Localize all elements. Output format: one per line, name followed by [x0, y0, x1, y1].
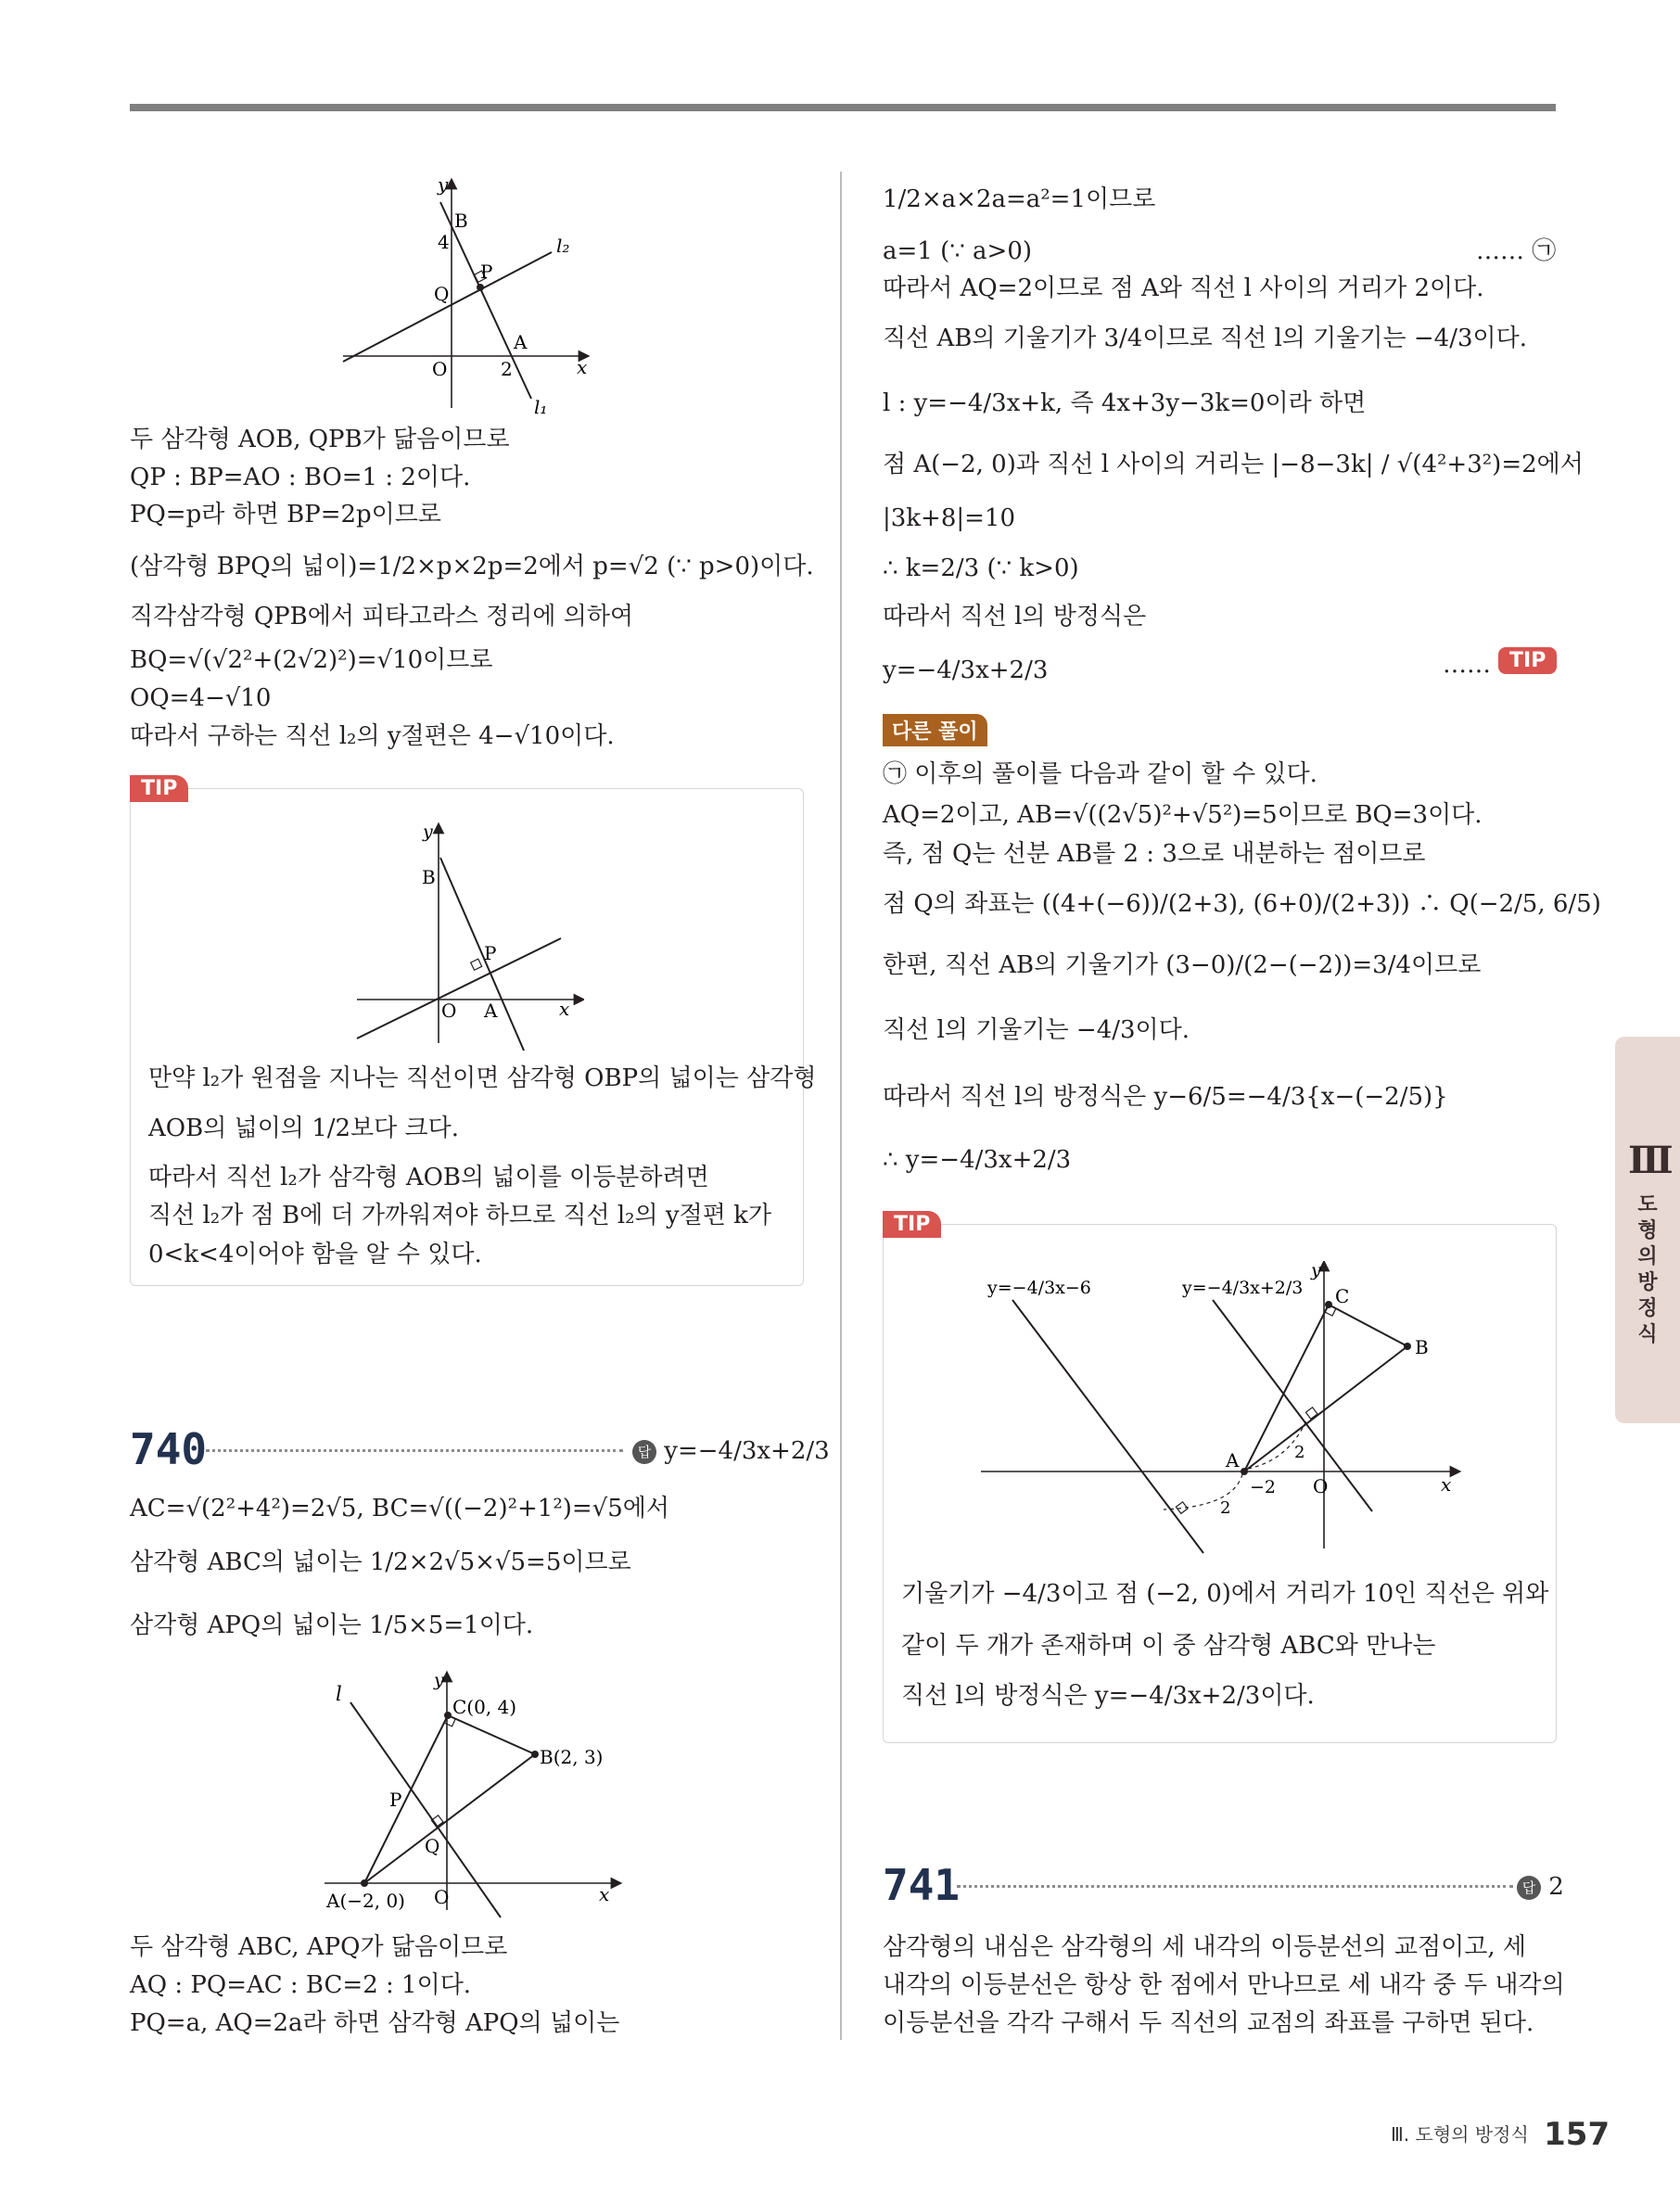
- label-y: y: [434, 1670, 444, 1690]
- tip-text: 기울기가 −4/3이고 점 (−2, 0)에서 거리가 10인 직선은 위와: [901, 1580, 1549, 1608]
- label-l1: l₁: [534, 396, 548, 417]
- side-CB: [448, 1715, 535, 1754]
- point-P: [477, 284, 484, 291]
- label-A: A: [484, 1000, 498, 1022]
- label-B: B: [1415, 1336, 1429, 1358]
- label-eq1: y=−4/3x−6: [987, 1278, 1091, 1298]
- text-line: 두 삼각형 AOB, QPB가 닮음이므로: [130, 426, 510, 453]
- label-Q: Q: [425, 1835, 440, 1857]
- label-x: x: [559, 998, 570, 1020]
- line-l: [1213, 1300, 1372, 1511]
- line-lower: [1012, 1300, 1203, 1553]
- side-AB: [364, 1754, 535, 1883]
- text-line: 1/2×a×2a=a²=1이므로: [883, 185, 1156, 213]
- text-line: 내각의 이등분선은 항상 한 점에서 만나므로 세 내각 중 두 내각의: [883, 1971, 1565, 1999]
- tip-text: AOB의 넓이의 1/2보다 크다.: [148, 1115, 460, 1142]
- tip-label: TIP: [883, 1211, 941, 1238]
- text-line: 점 A(−2, 0)과 직선 l 사이의 거리는 |−8−3k| / √(4²+3²)=2에서: [883, 451, 1584, 478]
- answer: [1517, 1873, 1564, 1901]
- chapter-title: 도형의 방정식: [1637, 1193, 1658, 1346]
- equation-mark: …… ㉠: [1476, 237, 1557, 265]
- page-number: 157: [1544, 2116, 1610, 2153]
- label-2: 2: [501, 358, 513, 380]
- label-B: B(2, 3): [540, 1746, 604, 1768]
- tip-text: 만약 l₂가 원점을 지나는 직선이면 삼각형 OBP의 넓이는 삼각형: [148, 1064, 817, 1092]
- answer-value: y=−4/3x+2/3: [664, 1437, 830, 1465]
- tip-reference: TIP: [1498, 647, 1557, 674]
- figure-l1-l2: [334, 176, 603, 417]
- label-P: P: [389, 1789, 402, 1811]
- text-line: AC=√(2²+4²)=2√5, BC=√((−2)²+1²)=√5에서: [130, 1495, 670, 1522]
- chapter-roman: Ⅲ: [1628, 1139, 1674, 1182]
- tip-label: TIP: [130, 775, 188, 802]
- label-y: y: [1311, 1261, 1321, 1280]
- alt-text: 즉, 점 Q는 선분 AB를 2 : 3으로 내분하는 점이므로: [883, 840, 1426, 868]
- text-line: 따라서 AQ=2이므로 점 A와 직선 l 사이의 거리가 2이다.: [883, 274, 1484, 302]
- footer-chapter: Ⅲ. 도형의 방정식: [1391, 2123, 1529, 2146]
- top-rule: [130, 104, 1556, 111]
- label-eq2: y=−4/3x+2/3: [1182, 1278, 1304, 1298]
- column-divider: [840, 172, 842, 2040]
- text-line: 이등분선을 각각 구해서 두 직선의 교점의 좌표를 구하면 된다.: [883, 2009, 1534, 2037]
- text-line: ∴ k=2/3 (∵ k>0): [883, 554, 1079, 582]
- label-A: A: [1226, 1449, 1240, 1471]
- text-line: 따라서 구하는 직선 l₂의 y절편은 4−√10이다.: [130, 722, 615, 750]
- label-Q: Q: [434, 283, 450, 305]
- text-line: 삼각형 ABC의 넓이는 1/2×2√5×√5=5이므로: [130, 1548, 631, 1576]
- label-4: 4: [438, 231, 450, 253]
- label-x: x: [1441, 1473, 1452, 1496]
- answer-mark: 답: [632, 1440, 656, 1464]
- answer: [632, 1437, 830, 1465]
- label-O: O: [432, 358, 448, 380]
- figure-triangle-abc: [315, 1669, 630, 1919]
- text-line: a=1 (∵ a>0): [883, 237, 1033, 265]
- text-line: 따라서 직선 l의 방정식은: [883, 603, 1147, 631]
- page-footer: [1391, 2116, 1610, 2153]
- point-B: [531, 1751, 539, 1758]
- answer-value: 2: [1548, 1873, 1564, 1901]
- label-2-upper: 2: [1294, 1443, 1305, 1462]
- leader-dots: [957, 1885, 1513, 1888]
- text-line: PQ=p라 하면 BP=2p이므로: [130, 501, 442, 529]
- label-A: A: [514, 331, 528, 353]
- tip-text: 0<k<4이어야 함을 알 수 있다.: [148, 1241, 482, 1268]
- alt-text: ∴ y=−4/3x+2/3: [883, 1146, 1072, 1174]
- alt-text: ㉠ 이후의 풀이를 다음과 같이 할 수 있다.: [883, 760, 1317, 788]
- label-l2: l₂: [556, 235, 570, 257]
- answer-mark: 답: [1517, 1876, 1541, 1900]
- alt-text: AQ=2이고, AB=√((2√5)²+√5²)=5이므로 BQ=3이다.: [883, 801, 1483, 829]
- tip-text: 따라서 직선 l₂가 삼각형 AOB의 넓이를 이등분하려면: [148, 1164, 709, 1191]
- problem-number: 740: [130, 1424, 208, 1474]
- label-A: A(−2, 0): [326, 1890, 405, 1912]
- alt-text: 직선 l의 기울기는 −4/3이다.: [883, 1016, 1190, 1044]
- alt-text: 점 Q의 좌표는 ((4+(−6))/(2+3), (6+0)/(2+3)) ∴ Q(−2/5, 6/5): [883, 890, 1601, 918]
- text-line: AQ : PQ=AC : BC=2 : 1이다.: [130, 1971, 472, 1999]
- leader-dots: [206, 1449, 623, 1452]
- point-C: [444, 1712, 452, 1719]
- text-line: 삼각형 APQ의 넓이는 1/5×5=1이다.: [130, 1611, 534, 1639]
- text-line: 삼각형의 내심은 삼각형의 세 내각의 이등분선의 교점이고, 세: [883, 1933, 1527, 1961]
- label-y: y: [438, 176, 449, 196]
- label-O: O: [1313, 1475, 1329, 1497]
- label-O: O: [434, 1886, 450, 1908]
- tip-text: 같이 두 개가 존재하며 이 중 삼각형 ABC와 만나는: [901, 1632, 1436, 1660]
- equation-mark: ……: [1443, 651, 1491, 679]
- text-line: (삼각형 BPQ의 넓이)=1/2×p×2p=2에서 p=√2 (∵ p>0)이다.: [130, 553, 814, 580]
- text-line: QP : BP=AO : BO=1 : 2이다.: [130, 464, 471, 491]
- side-CB: [1329, 1305, 1407, 1346]
- text-line: 직각삼각형 QPB에서 피타고라스 정리에 의하여: [130, 603, 634, 631]
- tip-text: 직선 l의 방정식은 y=−4/3x+2/3이다.: [901, 1682, 1315, 1710]
- chapter-side-tab: [1615, 1037, 1680, 1423]
- right-angle-mark: [471, 959, 482, 970]
- label-x: x: [599, 1883, 610, 1905]
- tip-figure: [974, 1261, 1474, 1558]
- label-P: P: [480, 261, 493, 283]
- text-line: PQ=a, AQ=2a라 하면 삼각형 APQ의 넓이는: [130, 2009, 620, 2037]
- alt-solution-label: 다른 풀이: [883, 714, 987, 746]
- text-line: 두 삼각형 ABC, APQ가 닮음이므로: [130, 1933, 508, 1961]
- point-A: [1241, 1468, 1248, 1475]
- point-C: [1325, 1301, 1332, 1308]
- text-line: BQ=√(√2²+(2√2)²)=√10이므로: [130, 646, 493, 674]
- label-l: l: [336, 1683, 342, 1705]
- label-C: C(0, 4): [452, 1696, 517, 1718]
- tip-figure: [352, 821, 584, 1052]
- text-line: y=−4/3x+2/3: [883, 656, 1049, 684]
- point-B: [1404, 1343, 1411, 1350]
- tip-text: 직선 l₂가 점 B에 더 가까워져야 하므로 직선 l₂의 y절편 k가: [148, 1202, 771, 1229]
- line-l: [350, 1702, 501, 1917]
- side-AB: [1244, 1346, 1407, 1471]
- label-O: O: [441, 1000, 457, 1022]
- label-B: B: [454, 210, 468, 232]
- alt-text: 한편, 직선 AB의 기울기가 (3−0)/(2−(−2))=3/4이므로: [883, 951, 1482, 979]
- label-B: B: [422, 866, 436, 888]
- text-line: OQ=4−√10: [130, 684, 272, 712]
- side-AC: [1244, 1305, 1329, 1471]
- text-line: 직선 AB의 기울기가 3/4이므로 직선 l의 기울기는 −4/3이다.: [883, 325, 1527, 352]
- text-line: |3k+8|=10: [883, 504, 1016, 532]
- text-line: l : y=−4/3x+k, 즉 4x+3y−3k=0이라 하면: [883, 389, 1367, 417]
- problem-number: 741: [883, 1860, 961, 1910]
- label-x: x: [577, 356, 588, 378]
- line-OP: [357, 938, 561, 1038]
- label-P: P: [484, 942, 497, 964]
- label-2-lower: 2: [1220, 1498, 1231, 1518]
- point-A: [361, 1879, 368, 1887]
- label-y: y: [423, 822, 433, 842]
- label-C: C: [1335, 1285, 1350, 1307]
- label-minus2: −2: [1250, 1477, 1277, 1497]
- alt-text: 따라서 직선 l의 방정식은 y−6/5=−4/3{x−(−2/5)}: [883, 1083, 1448, 1111]
